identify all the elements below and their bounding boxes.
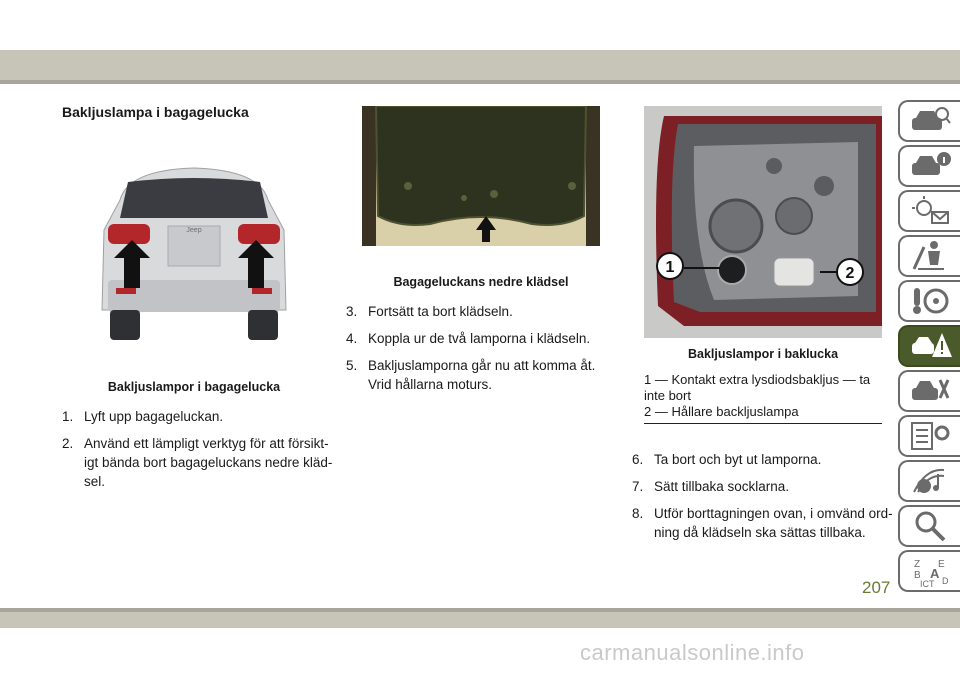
figure-caption-right: Bakljuslampor i baklucka — [687, 347, 839, 361]
svg-text:D: D — [942, 576, 949, 586]
list-item: 3. Fortsätt ta bort klädseln. — [346, 304, 513, 319]
tab-car-info-icon[interactable] — [898, 145, 960, 187]
list-item: 1. Lyft upp bagageluckan. — [62, 409, 224, 424]
legend-item-1: 1 — Kontakt extra lysdiodsbakljus — ta inte bort — [644, 372, 871, 403]
svg-text:Z: Z — [914, 559, 921, 570]
svg-text:ICT: ICT — [920, 579, 935, 588]
legend-item-2: 2 — Hållare backljuslampa — [644, 404, 799, 419]
tab-car-search-icon[interactable] — [898, 100, 960, 142]
page-number: 207 — [862, 578, 891, 597]
tab-customer-assistance-icon[interactable] — [898, 505, 960, 547]
figure-rear-car — [98, 160, 290, 344]
svg-text:A: A — [930, 566, 940, 581]
tab-safety-icon[interactable] — [898, 235, 960, 277]
tab-warning-lights-icon[interactable] — [898, 190, 960, 232]
callout-2: 2 — [845, 265, 855, 282]
steps-list-left — [62, 407, 334, 499]
tab-starting-driving-icon[interactable] — [898, 280, 960, 322]
callout-1: 1 — [665, 259, 675, 276]
header-rule — [0, 80, 960, 84]
list-item: 5. Bakljuslamporna går nu att komma åt. Vrid hållarna moturs. — [346, 358, 596, 392]
list-item: 2. Använd ett lämpligt verktyg för att försikt-igt bända bort bagageluckans nedre kläd-sel. — [62, 436, 333, 489]
tab-index-icon[interactable] — [898, 550, 960, 592]
svg-text:E: E — [938, 559, 945, 570]
figure-lamp-housing — [644, 106, 882, 338]
steps-list-middle — [346, 302, 612, 402]
tab-service-icon[interactable] — [898, 370, 960, 412]
tab-specifications-icon[interactable] — [898, 415, 960, 457]
svg-text:B: B — [914, 570, 921, 581]
list-item: 6. Ta bort och byt ut lamporna. — [632, 452, 822, 467]
tab-multimedia-icon[interactable] — [898, 460, 960, 502]
svg-text:Jeep: Jeep — [186, 227, 202, 234]
header-band — [0, 50, 960, 80]
legend-rule — [644, 423, 882, 424]
figure-legend — [644, 372, 882, 420]
list-item: 7. Sätt tillbaka socklarna. — [632, 479, 790, 494]
figure-caption-left: Bakljuslampor i bagagelucka — [107, 380, 281, 394]
list-item: 4. Koppla ur de två lamporna i klädseln. — [346, 331, 591, 346]
watermark: carmanualsonline.info — [580, 640, 805, 665]
steps-list-right — [632, 450, 896, 550]
tab-emergency-icon[interactable] — [898, 325, 960, 367]
figure-caption-middle: Bagageluckans nedre klädsel — [393, 275, 569, 289]
list-item: 8. Utför borttagningen ovan, i omvänd ord-ning då klädseln ska sättas tillbaka. — [632, 506, 893, 540]
figure-liftgate-trim — [362, 106, 600, 246]
footer-band — [0, 612, 960, 628]
section-heading: Bakljuslampa i bagagelucka — [62, 104, 249, 120]
